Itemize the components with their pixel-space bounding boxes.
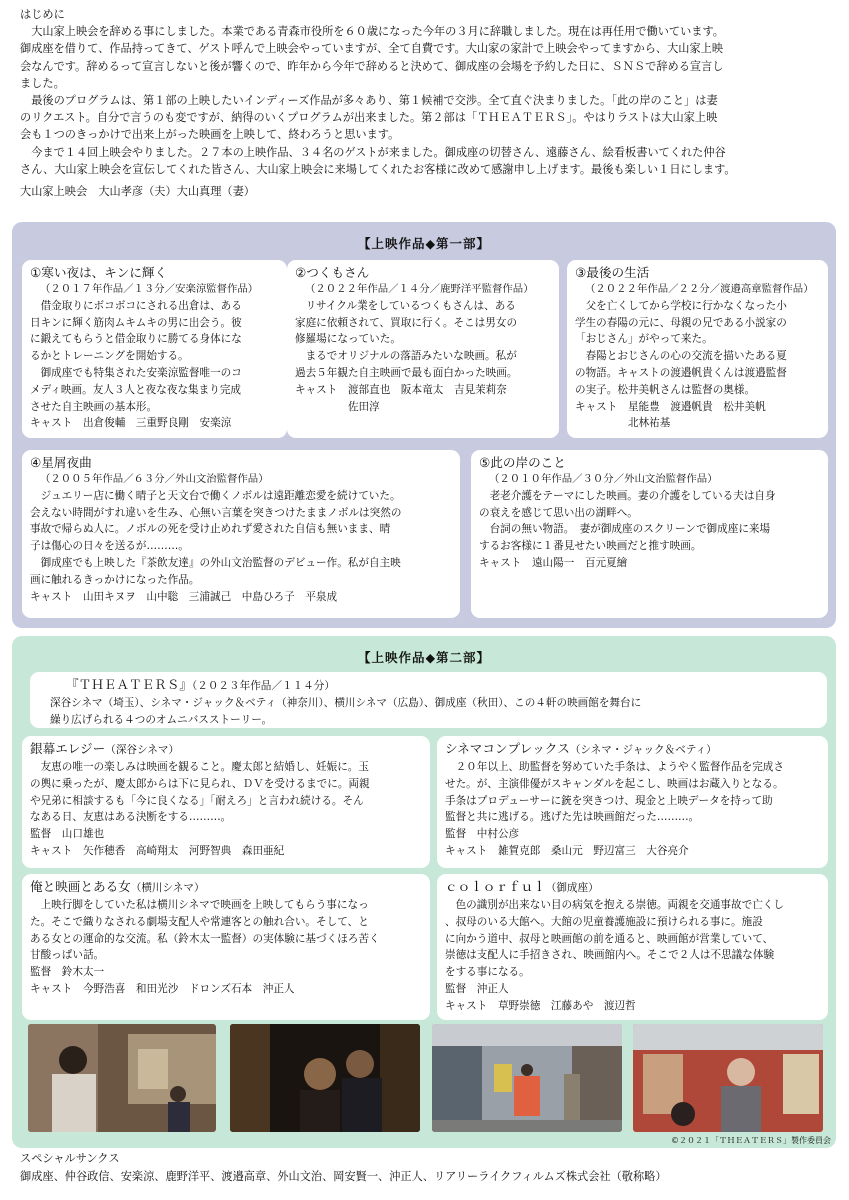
film-still-image bbox=[432, 1024, 622, 1132]
main-film-card bbox=[30, 672, 827, 728]
intro-paragraph: 最後のプログラムは、第１部の上映したいインディーズ作品が多々あり、第１候補で交渉。全て直ぐ決まりました。「此の岸のこと」は妻 のリクエスト。自分で言うのも変ですが、納得のいくプログラムが出来ました。第２部は「ＴＨＥＡＴＥＲＳ」。やはりラストは大山家上映 会も１つのきっかけで出来上がった映画を上映して、終わろうと思います。 bbox=[20, 94, 718, 142]
part2-title: 【上映作品◆第二部】 bbox=[357, 650, 491, 665]
story-theater: （深谷シネマ） bbox=[105, 744, 180, 756]
film-cast: キャスト 出倉俊輔 三重野良剛 安楽涼 bbox=[30, 417, 232, 430]
film-note: 台詞の無い物語。 妻が御成座のスクリーンで御成座に来場 するお客様に１番見せたい映画だと推す映画。 bbox=[479, 523, 771, 553]
film-note: 御成座でも上映した『茶飲友達』の外山文治監督のデビュー作。私が自主映 画に触れるきっかけになった作品。 bbox=[30, 556, 401, 586]
film-meta: （２０１０年作品／３０分／外山文治監督作品） bbox=[489, 473, 718, 485]
film-title: ②つくもさん bbox=[295, 265, 370, 280]
film-note: 春陽とおじさんの心の交流を描いたある夏 の物語。キャストの渡邉帆貴くんは渡邉監督 の実子。松井美帆さんは監督の奥様。 bbox=[575, 350, 787, 396]
story-theater: （御成座） bbox=[545, 882, 599, 894]
film-synopsis: ジュエリー店に働く晴子と天文台で働くノボルは遠距離恋愛を続けていた。 会えない時間がすれ違いを生み、心無い言葉を突きつけたままノボルは突然の 事故で帰らぬ人に。ノボルの死を受け止めれず愛された自信も無いまま、晴 子は傷心の日々を送るが………。 bbox=[30, 489, 402, 553]
film-meta: （２０２２年作品／２２分／渡邉高章監督作品） bbox=[585, 283, 814, 295]
film-meta: （２００５年作品／６３分／外山文治監督作品） bbox=[40, 473, 269, 485]
film-cast: キャスト 星能豊 渡邉帆貴 松井美帆 北林祐基 bbox=[575, 400, 766, 430]
story-card bbox=[437, 874, 828, 1020]
film-note: 御成座でも特集された安楽涼監督唯一のコ メディ映画。友人３人と夜な夜な集まり完成 させた自主映画の基本形。 bbox=[30, 366, 242, 413]
main-film-meta: （２０２３年作品／１１４分） bbox=[191, 680, 335, 692]
story-card bbox=[437, 736, 828, 868]
story-synopsis: 上映行脚をしていた私は横川シネマで映画を上映してもらう事になっ た。そこで織りなされる劇場支配人や常連客との触れ合い。そして、と ある女との運命的な交流。私（鈴木太一監督）の実体験に基づくほろ苦く 甘酸っぱい話。 bbox=[30, 899, 380, 962]
special-thanks-heading: スペシャルサンクス bbox=[20, 1152, 120, 1165]
story-director: 監督 鈴木太一 bbox=[30, 966, 105, 979]
film-cast: キャスト 遠山陽一 百元夏繪 bbox=[479, 556, 628, 569]
introduction bbox=[20, 6, 832, 200]
film-synopsis: 借金取りにボコボコにされる出倉は、ある 日キンに輝く筋肉ムキムキの男に出会う。彼 に鍛えてもらうと借金取りに勝てる身体にな るかとトレーニングを開始する。 bbox=[30, 299, 242, 363]
film-still-image bbox=[28, 1024, 216, 1132]
story-card bbox=[22, 874, 430, 1020]
story-title: シネマコンプレックス bbox=[445, 741, 570, 756]
film-card bbox=[471, 450, 828, 618]
film-title: ⑤此の岸のこと bbox=[479, 455, 566, 470]
part1-title: 【上映作品◆第一部】 bbox=[357, 236, 491, 251]
story-director: 監督 中村公彦 bbox=[445, 828, 520, 841]
intro-heading: はじめに bbox=[20, 8, 65, 21]
film-meta: （２０１７年作品／１３分／安楽涼監督作品） bbox=[40, 283, 259, 295]
film-synopsis: 父を亡くしてから学校に行かなくなった小 学生の春陽の元に、母親の兄である小説家の 「おじさん」がやって来た。 bbox=[575, 299, 787, 346]
film-title: ①寒い夜は、キンに輝く bbox=[30, 265, 168, 280]
special-thanks-names: 御成座、仲谷政信、安楽涼、鹿野洋平、渡邉高章、外山文治、岡安賢一、沖正人、リアリーライクフィルムズ株式会社（敬称略） bbox=[20, 1170, 667, 1183]
part1-panel bbox=[12, 222, 836, 628]
story-title: 俺と映画とある女 bbox=[30, 879, 131, 894]
story-title: 銀幕エレジー bbox=[30, 741, 106, 756]
story-title: ｃｏｌｏｒｆｕｌ bbox=[445, 879, 546, 894]
film-cast: キャスト 山田キヌヲ 山中聡 三浦誠己 中島ひろ子 平泉成 bbox=[30, 590, 338, 603]
film-title: ③最後の生活 bbox=[575, 265, 650, 280]
film-still-image bbox=[230, 1024, 420, 1132]
film-title: ④星屑夜曲 bbox=[30, 455, 92, 470]
film-card bbox=[287, 260, 559, 438]
story-theater: （シネマ・ジャック＆ベティ） bbox=[569, 744, 717, 756]
copyright-notice: ©２０２１「ＴＨＥＡＴＥＲＳ」製作委員会 bbox=[671, 1136, 831, 1145]
story-cast: キャスト 矢作穂香 高崎翔太 河野智典 森田亜紀 bbox=[30, 844, 285, 857]
intro-paragraph: 大山家上映会を辞める事にしました。本業である青森市役所を６０歳になった今年の３月に辞職しました。現在は再任用で働いています。 御成座を借りて、作品持ってきて、ゲスト呼んで上映会やっていますが、全て自費です。大山家の家計で上映会やってますから、大山家上映 会なんです。辞めるって宣言しないと後が響くので、昨年から今年で辞めると決めて、御成座の会場を予約した日に、ＳＮＳで辞める宣言し ました。 bbox=[20, 25, 724, 90]
main-film-synopsis: 深谷シネマ（埼玉）、シネマ・ジャック＆ベティ（神奈川）、横川シネマ（広島）、御成座（秋田）、この４軒の映画館を舞台に 繰り広げられる４つのオムニバスストーリー。 bbox=[50, 697, 642, 726]
film-meta: （２０２２年作品／１４分／鹿野洋平監督作品） bbox=[305, 283, 534, 295]
film-card bbox=[22, 260, 287, 438]
film-card bbox=[567, 260, 828, 438]
film-card bbox=[22, 450, 460, 618]
story-synopsis: 色の識別が出来ない目の病気を抱える崇徳。両親を交通事故で亡くし 、叔母のいる大館へ。大館の児童養護施設に預けられる事に。施設 に向かう道中、叔母と映画館の前を通ると、映画館が営業していて、 崇徳は支配人に手招きされ、映画館内へ。そこで２人は不思議な体験 をする事になる。 bbox=[445, 899, 784, 979]
film-still-image bbox=[633, 1024, 823, 1132]
film-synopsis: リサイクル業をしているつくもさんは、ある 家庭に依頼されて、買取に行く。そこは男女の 修羅場になっていた。 bbox=[295, 299, 518, 346]
film-synopsis: 老老介護をテーマにした映画。妻の介護をしている夫は自身 の衰えを感じて思い出の湖畔へ。 bbox=[479, 489, 776, 519]
story-synopsis: 友恵の唯一の楽しみは映画を観ること。慶太郎と結婚し、妊娠に。玉 の輿に乗ったが、慶太郎からは下に見られ、ＤＶを受けるまでに。両親 や兄弟に相談するも「今に良くなる」「耐えろ」と言われ続ける。そん なある日、友恵はある決断をする………。 bbox=[30, 761, 370, 824]
story-director: 監督 山口雄也 bbox=[30, 828, 105, 841]
story-cast: キャスト 雑賀克郎 桑山元 野辺富三 大谷亮介 bbox=[445, 844, 689, 857]
intro-paragraph: 今まで１４回上映会やりました。２７本の上映作品、３４名のゲストが来ました。御成座の切替さん、遠藤さん、絵看板書いてくれた仲谷 さん、大山家上映会を宣伝してくれた皆さん、大山家上映会に来場してくれたお客様に改めて感謝申し上げます。最後も楽しい１日にします。 bbox=[20, 145, 736, 176]
story-card bbox=[22, 736, 430, 868]
story-theater: （横川シネマ） bbox=[130, 882, 205, 894]
film-note: まるでオリジナルの落語みたいな映画。私が 過去５年観た自主映画で最も面白かった映画。 bbox=[295, 350, 518, 379]
intro-signature: 大山家上映会 大山孝彦（夫）大山真理（妻） bbox=[20, 185, 255, 199]
story-cast: キャスト 草野崇徳 江藤あや 渡辺哲 bbox=[445, 999, 636, 1012]
film-stills bbox=[0, 1024, 849, 1132]
film-cast: キャスト 渡部直也 阪本竜太 吉見茉莉奈 佐田淳 bbox=[295, 383, 507, 413]
main-film-title: 『ＴＨＥＡＴＥＲＳ』 bbox=[66, 677, 192, 692]
story-synopsis: ２０年以上、助監督を努めていた手条は、ようやく監督作品を完成さ せた。が、主演俳優がスキャンダルを起こし、映画はお蔵入りとなる。 手条はプロデューサーに銃を突きつけ、現金と上映データを持って助 監督と共に逃げる。逃げた先は映画館だった………。 bbox=[445, 761, 784, 824]
special-thanks bbox=[20, 1150, 667, 1186]
story-director: 監督 沖正人 bbox=[445, 982, 509, 995]
story-cast: キャスト 今野浩喜 和田光沙 ドロンズ石本 沖正人 bbox=[30, 982, 295, 995]
